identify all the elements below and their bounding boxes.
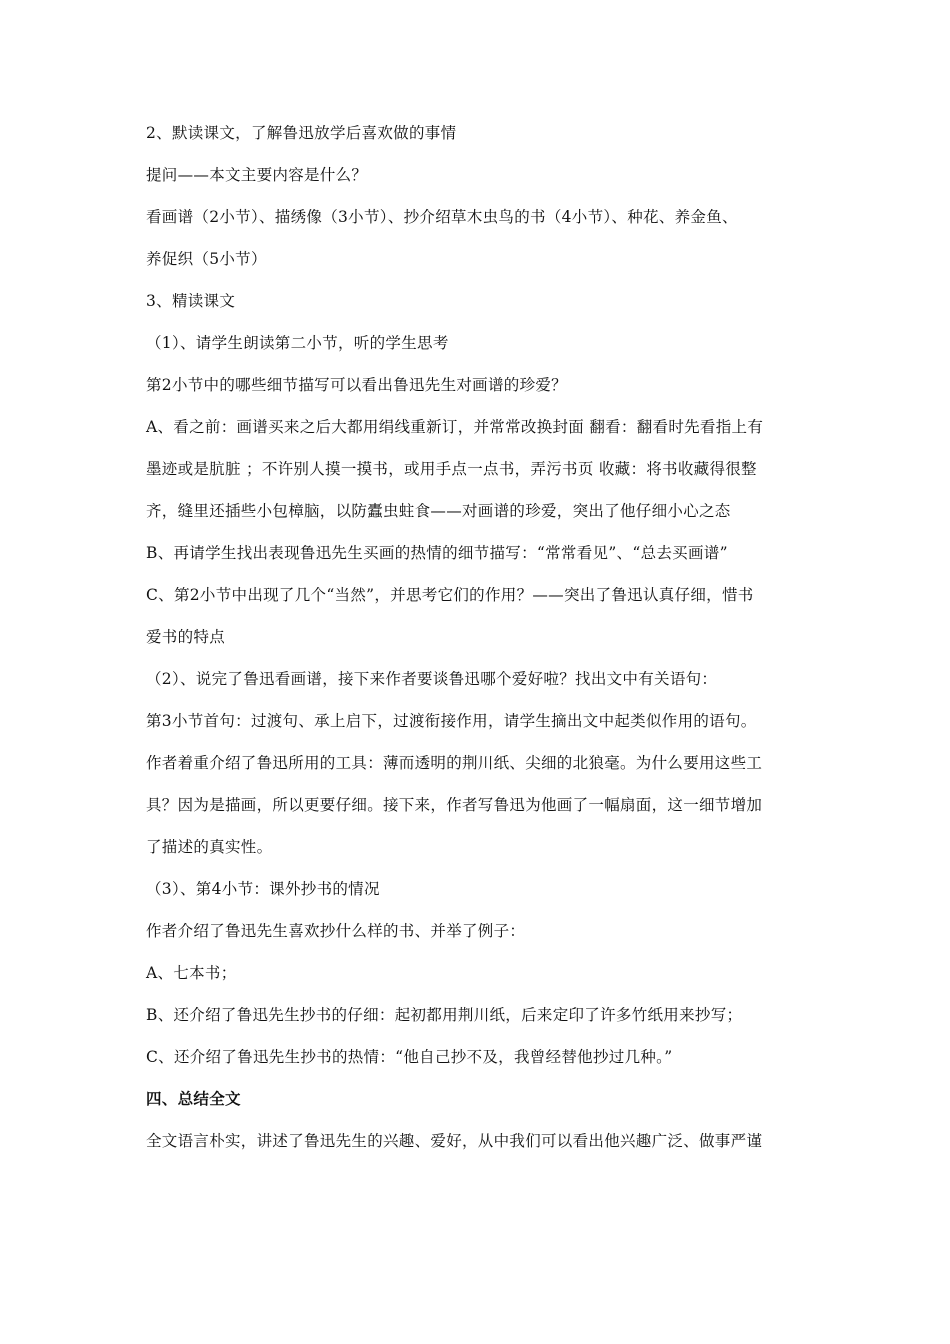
paragraph-line: C、第2小节中出现了几个“当然”，并思考它们的作用？——突出了鲁迅认真仔细，惜书: [146, 586, 754, 604]
document-body: [146, 123, 816, 1173]
paragraph-line: B、再请学生找出表现鲁迅先生买画的热情的细节描写：“常常看见”、“总去买画谱”: [146, 544, 728, 562]
paragraph-line: 全文语言朴实，讲述了鲁迅先生的兴趣、爱好，从中我们可以看出他兴趣广泛、做事严谨: [146, 1132, 763, 1150]
paragraph-line: 具？因为是描画，所以更要仔细。接下来，作者写鲁迅为他画了一幅扇面，这一细节增加: [146, 796, 763, 814]
paragraph-line: （3）、第4小节：课外抄书的情况: [146, 880, 380, 898]
paragraph-line: 爱书的特点: [146, 628, 226, 646]
paragraph-line: A、看之前：画谱买来之后大都用绢线重新订，并常常改换封面 翻看：翻看时先看指上有: [146, 418, 764, 436]
paragraph-line: （1）、请学生朗读第二小节，听的学生思考: [146, 334, 449, 352]
paragraph-line: 作者介绍了鲁迅先生喜欢抄什么样的书、并举了例子：: [146, 922, 526, 940]
paragraph-line: C、还介绍了鲁迅先生抄书的热情：“他自己抄不及，我曾经替他抄过几种。”: [146, 1048, 673, 1066]
paragraph-line: 看画谱（2小节）、描绣像（3小节）、抄介绍草木虫鸟的书（4小节）、种花、养金鱼、: [146, 208, 738, 226]
paragraph-line: 第2小节中的哪些细节描写可以看出鲁迅先生对画谱的珍爱？: [146, 376, 567, 394]
paragraph-line: （2）、说完了鲁迅看画谱，接下来作者要谈鲁迅哪个爱好啦？找出文中有关语句：: [146, 670, 718, 688]
paragraph-line: 了描述的真实性。: [146, 838, 273, 856]
paragraph-line: 第3小节首句：过渡句、承上启下，过渡衔接作用，请学生摘出文中起类似作用的语句。: [146, 712, 757, 730]
paragraph-line: A、七本书；: [146, 964, 237, 982]
paragraph-line: 齐，缝里还插些小包樟脑，以防蠹虫蛀食——对画谱的珍爱，突出了他仔细小心之态: [146, 502, 731, 520]
paragraph-line: 作者着重介绍了鲁迅所用的工具：薄而透明的荆川纸、尖细的北狼毫。为什么要用这些工: [146, 754, 763, 772]
paragraph-line: 提问——本文主要内容是什么？: [146, 166, 368, 184]
paragraph-line: 3、精读课文: [146, 292, 236, 310]
paragraph-line: 墨迹或是肮脏 ；不许别人摸一摸书，或用手点一点书，弄污书页 收藏：将书收藏得很整: [146, 460, 757, 478]
section-heading: 四、总结全文: [146, 1089, 241, 1108]
paragraph-line: 养促织（5小节）: [146, 250, 267, 268]
paragraph-line: 2、默读课文，了解鲁迅放学后喜欢做的事情: [146, 124, 457, 142]
paragraph-line: B、还介绍了鲁迅先生抄书的仔细：起初都用荆川纸，后来定印了许多竹纸用来抄写；: [146, 1006, 743, 1024]
